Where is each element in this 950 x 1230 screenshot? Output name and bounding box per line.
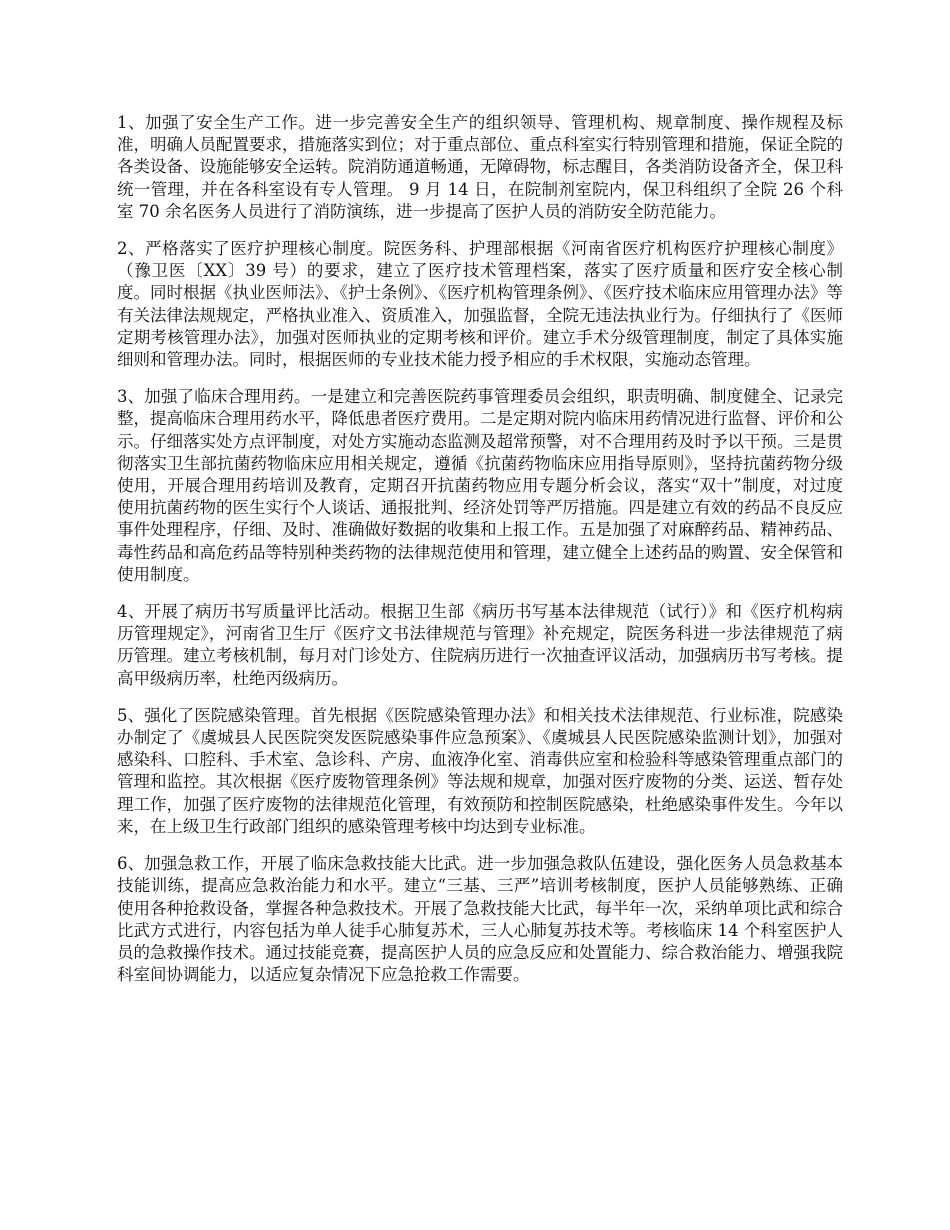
paragraph-core-nursing-system: 2、严格落实了医疗护理核心制度。院医务科、护理部根据《河南省医疗机构医疗护理核心制度》（豫卫医〔XX〕39 号）的要求，建立了医疗技术管理档案，落实了医疗质量和医疗安全核心制度。同时根据《执业医师法》、《护士条例》、《医疗机构管理条例》、《医疗技术临床应用管理办法》等有关法律法规规定，严格执业准入、资质准入，加强监督，全院无违法执业行为。仔细执行了《医师定期考核管理办法》，加强对医师执业的定期考核和评价。建立手术分级管理制度，制定了具体实施细则和管理办法。同时，根据医师的专业技术能力授予相应的手术权限，实施动态管理。 [117,239,843,370]
paragraph-rational-drug-use: 3、加强了临床合理用药。一是建立和完善医院药事管理委员会组织，职责明确、制度健全、记录完整，提高临床合理用药水平，降低患者医疗费用。二是定期对院内临床用药情况进行监督、评价和公示。仔细落实处方点评制度，对处方实施动态监测及超常预警，对不合理用药及时予以干预。三是贯彻落实卫生部抗菌药物临床应用相关规定，遵循《抗菌药物临床应用指导原则》，坚持抗菌药物分级使用，开展合理用药培训及教育，定期召开抗菌药物应用专题分析会议，落实“双十”制度，对过度使用抗菌药物的医生实行个人谈话、通报批判、经济处罚等严厉措施。四是建立有效的药品不良反应事件处理程序，仔细、及时、准确做好数据的收集和上报工作。五是加强了对麻醉药品、精神药品、毒性药品和高危药品等特别种类药物的法律规范使用和管理，建立健全上述药品的购置、安全保管和使用制度。 [117,387,843,584]
paragraph-medical-record-quality: 4、开展了病历书写质量评比活动。根据卫生部《病历书写基本法律规范（试行）》和《医疗机构病历管理规定》，河南省卫生厅《医疗文书法律规范与管理》补充规定，院医务科进一步法律规范了病历管理。建立考核机制，每月对门诊处方、住院病历进行一次抽查评议活动，加强病历书写考核。提高甲级病历率，杜绝丙级病历。 [117,602,843,688]
paragraph-emergency-skills: 6、加强急救工作，开展了临床急救技能大比武。进一步加强急救队伍建设，强化医务人员急救基本技能训练，提高应急救治能力和水平。建立“三基、三严”培训考核制度，医护人员能够熟练、正确使用各种抢救设备，掌握各种急救技术。开展了急救技能大比武，每半年一次，采纳单项比武和综合比武方式进行，内容包括为单人徒手心肺复苏术，三人心肺复苏技术等。考核临床 14 个科室医护人员的急救操作技术。通过技能竞赛，提高医护人员的应急反应和处置能力、综合救治能力、增强我院科室间协调能力，以适应复杂情况下应急抢救工作需要。 [117,854,843,985]
paragraph-safety-production: 1、加强了安全生产工作。进一步完善安全生产的组织领导、管理机构、规章制度、操作规程及标准，明确人员配置要求，措施落实到位；对于重点部位、重点科室实行特别管理和措施，保证全院的各类设备、设施能够安全运转。院消防通道畅通，无障碍物，标志醒目，各类消防设备齐全，保卫科统一管理，并在各科室设有专人管理。 9 月 14 日，在院制剂室院内，保卫科组织了全院 26 个科室 70 余名医务人员进行了消防演练，进一步提高了医护人员的消防安全防范能力。 [117,113,843,221]
paragraph-infection-management: 5、强化了医院感染管理。首先根据《医院感染管理办法》和相关技术法律规范、行业标准，院感染办制定了《虞城县人民医院突发医院感染事件应急预案》、《虞城县人民医院感染监测计划》，加强对感染科、口腔科、手术室、急诊科、产房、血液净化室、消毒供应室和检验科等感染管理重点部门的管理和监控。其次根据《医疗废物管理条例》等法规和规章，加强对医疗废物的分类、运送、暂存处理工作，加强了医疗废物的法律规范化管理，有效预防和控制医院感染，杜绝感染事件发生。今年以来，在上级卫生行政部门组织的感染管理考核中均达到专业标准。 [117,705,843,836]
document-body [117,112,843,1001]
